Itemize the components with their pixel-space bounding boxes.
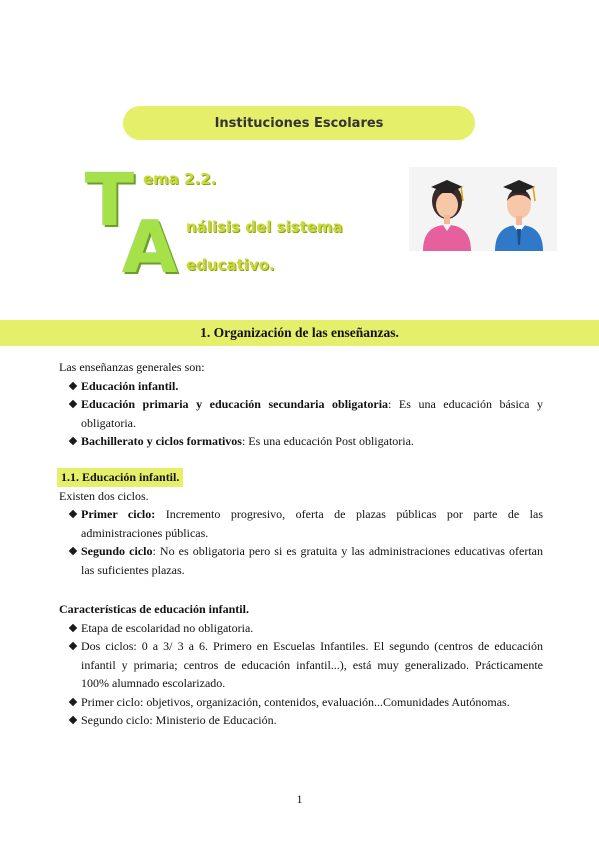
section1-intro: Las enseñanzas generales son: bbox=[59, 360, 205, 374]
subsection-intro: Existen dos ciclos. bbox=[59, 488, 149, 503]
subsection-body bbox=[59, 468, 543, 579]
item-label: Primer ciclo: bbox=[81, 507, 156, 521]
diamond-bullet-icon bbox=[69, 381, 77, 389]
features-title: Características de educación infantil. bbox=[59, 602, 249, 616]
banner-title: Instituciones Escolares bbox=[123, 106, 475, 140]
decorative-letter-t: T bbox=[85, 158, 135, 242]
diamond-bullet-icon bbox=[69, 547, 77, 555]
list-item bbox=[59, 542, 543, 579]
item-text: : Es una educación básica y obligatoria. bbox=[81, 397, 544, 430]
list-item bbox=[59, 377, 543, 396]
diamond-bullet-icon bbox=[69, 400, 77, 408]
item-text: : Es una educación Post obligatoria. bbox=[241, 434, 414, 448]
item-label: Segundo ciclo bbox=[81, 544, 153, 558]
topic-line-2: nálisis del sistema bbox=[186, 218, 343, 236]
diamond-bullet-icon bbox=[69, 716, 77, 724]
list-item bbox=[59, 432, 543, 451]
topic-line-3: educativo. bbox=[186, 256, 275, 274]
item-text: Etapa de escolaridad no obligatoria. bbox=[81, 620, 254, 635]
diamond-bullet-icon bbox=[69, 642, 77, 650]
item-label: Educación infantil. bbox=[81, 378, 179, 393]
item-text: Primer ciclo: objetivos, organización, contenidos, evaluación...Comunidades Autónomas. bbox=[81, 694, 510, 709]
list-item bbox=[59, 711, 543, 730]
section-heading: 1. Organización de las enseñanzas. bbox=[0, 320, 599, 346]
list-item bbox=[59, 693, 543, 712]
features-body bbox=[59, 600, 543, 730]
diamond-bullet-icon bbox=[69, 437, 77, 445]
list-item bbox=[59, 619, 543, 638]
item-text: : No es obligatoria pero si es gratuita y las administraciones educativas ofertan las suficientes plazas. bbox=[81, 544, 543, 577]
list-item bbox=[59, 395, 543, 432]
item-label: Bachillerato y ciclos formativos bbox=[81, 434, 242, 448]
subsection-title: 1.1. Educación infantil. bbox=[57, 468, 183, 487]
graduates-illustration bbox=[409, 167, 557, 251]
section1-body bbox=[59, 358, 543, 451]
list-item bbox=[59, 637, 543, 693]
item-text: Dos ciclos: 0 a 3/ 3 a 6. Primero en Escuelas Infantiles. El segundo (centros de educación infantil y primaria; centros de educación infantil...), está muy generalizado. Prácticamente 100% alumnado escolarizado. bbox=[81, 639, 543, 690]
decorative-letter-a: A bbox=[122, 205, 178, 289]
diamond-bullet-icon bbox=[69, 697, 77, 705]
list-item bbox=[59, 505, 543, 542]
page-number: 1 bbox=[296, 792, 303, 806]
topic-line-1: ema 2.2. bbox=[143, 170, 217, 188]
item-text: Incremento progresivo, oferta de plazas públicas por parte de las administraciones públicas. bbox=[81, 507, 543, 540]
diamond-bullet-icon bbox=[69, 623, 77, 631]
item-label: Educación primaria y educación secundaria obligatoria bbox=[81, 397, 389, 411]
diamond-bullet-icon bbox=[69, 510, 77, 518]
item-text: Segundo ciclo: Ministerio de Educación. bbox=[81, 713, 277, 727]
